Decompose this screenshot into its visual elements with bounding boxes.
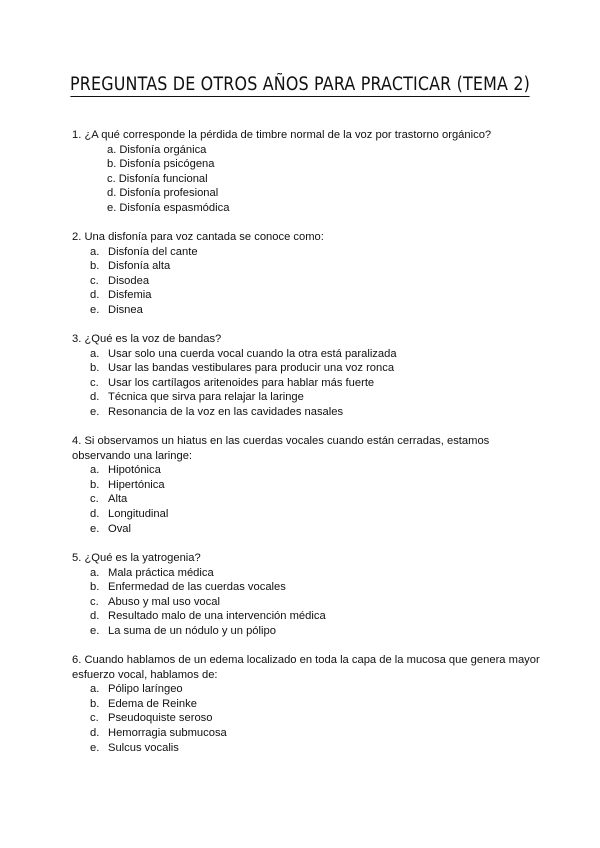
question-3-option-b bbox=[72, 361, 542, 376]
question-4-text: 4. Si observamos un hiatus en las cuerdas vocales cuando están cerradas, estamos observando una laringe: bbox=[72, 435, 493, 462]
option-marker: d. bbox=[90, 610, 100, 623]
option-text: Edema de Reinke bbox=[108, 697, 197, 710]
option-marker: b. bbox=[107, 158, 117, 171]
option-marker: d. bbox=[90, 391, 100, 404]
question-1-text: 1. ¿A qué corresponde la pérdida de timbre normal de la voz por trastorno orgánico? bbox=[72, 129, 492, 141]
question-6-option-b bbox=[72, 697, 542, 712]
option-text: Hipotónica bbox=[108, 464, 161, 477]
option-marker: b. bbox=[90, 260, 100, 273]
question-4-option-c bbox=[72, 492, 542, 507]
option-text: Disfonía profesional bbox=[119, 187, 219, 200]
question-4-option-b bbox=[72, 478, 542, 493]
option-text: Abuso y mal uso vocal bbox=[108, 595, 220, 608]
question-1 bbox=[72, 128, 542, 216]
question-1-option-c bbox=[72, 172, 542, 187]
option-marker: a. bbox=[90, 683, 100, 696]
option-text: Usar solo una cuerda vocal cuando la otra está paralizada bbox=[108, 347, 397, 360]
option-text: Hipertónica bbox=[108, 478, 165, 491]
option-marker: a. bbox=[90, 566, 100, 579]
option-marker: e. bbox=[90, 405, 100, 418]
question-1-option-a bbox=[72, 143, 542, 158]
option-text: Longitudinal bbox=[108, 507, 169, 520]
option-marker: e. bbox=[107, 201, 117, 214]
option-marker: b. bbox=[90, 581, 100, 594]
question-2-option-d bbox=[72, 288, 542, 303]
option-marker: c. bbox=[90, 595, 99, 608]
question-6 bbox=[72, 653, 542, 755]
question-2-option-c bbox=[72, 274, 542, 289]
question-2-option-e bbox=[72, 303, 542, 318]
question-1-option-e bbox=[72, 201, 542, 216]
option-marker: c. bbox=[90, 493, 99, 506]
question-3-option-d bbox=[72, 390, 542, 405]
question-5-options bbox=[72, 566, 542, 639]
page-title bbox=[42, 74, 558, 95]
option-text: Hemorragia submucosa bbox=[108, 726, 227, 739]
question-6-option-e bbox=[72, 741, 542, 756]
option-text: Disfonía espasmódica bbox=[119, 201, 230, 214]
question-6-option-d bbox=[72, 726, 542, 741]
question-5-option-e bbox=[72, 624, 542, 639]
option-marker: d. bbox=[107, 187, 117, 200]
option-text: Alta bbox=[108, 493, 128, 506]
option-marker: d. bbox=[90, 289, 100, 302]
option-text: Disfonía del cante bbox=[108, 245, 198, 258]
option-text: Usar las bandas vestibulares para producir una voz ronca bbox=[108, 362, 395, 375]
question-3-options bbox=[72, 347, 542, 420]
question-5-option-d bbox=[72, 609, 542, 624]
option-marker: a. bbox=[90, 245, 100, 258]
option-marker: e. bbox=[90, 303, 100, 316]
option-marker: e. bbox=[90, 741, 100, 754]
question-1-option-d bbox=[72, 186, 542, 201]
question-5-text: 5. ¿Qué es la yatrogenia? bbox=[72, 552, 201, 564]
question-1-options bbox=[72, 143, 542, 216]
option-marker: b. bbox=[90, 478, 100, 491]
option-text: Disfonía alta bbox=[108, 260, 171, 273]
question-1-option-b bbox=[72, 157, 542, 172]
question-6-option-c bbox=[72, 711, 542, 726]
option-text: Resonancia de la voz en las cavidades nasales bbox=[108, 405, 344, 418]
option-marker: a. bbox=[90, 464, 100, 477]
option-marker: a. bbox=[107, 143, 117, 156]
question-6-option-a bbox=[72, 682, 542, 697]
question-2-text: 2. Una disfonía para voz cantada se conoce como: bbox=[72, 231, 324, 243]
question-3-option-e bbox=[72, 405, 542, 420]
option-marker: c. bbox=[107, 172, 116, 185]
option-marker: c. bbox=[90, 712, 99, 725]
option-text: Disnea bbox=[108, 303, 143, 316]
option-marker: b. bbox=[90, 362, 100, 375]
question-4-options bbox=[72, 463, 542, 536]
question-3-option-c bbox=[72, 376, 542, 391]
option-marker: c. bbox=[90, 376, 99, 389]
question-6-text: 6. Cuando hablamos de un edema localizado en toda la capa de la mucosa que genera mayor esfuerzo vocal, hablamos de: bbox=[72, 654, 543, 681]
question-2 bbox=[72, 230, 542, 318]
question-3 bbox=[72, 332, 542, 420]
option-text: Pólipo laríngeo bbox=[108, 683, 183, 696]
question-2-option-a bbox=[72, 245, 542, 260]
option-marker: d. bbox=[90, 507, 100, 520]
option-text: Disfemia bbox=[108, 289, 152, 302]
option-text: La suma de un nódulo y un pólipo bbox=[108, 624, 276, 637]
page-title-text: PREGUNTAS DE OTROS AÑOS PARA PRACTICAR (TEMA 2) bbox=[69, 74, 530, 95]
option-marker: a. bbox=[90, 347, 100, 360]
question-5 bbox=[72, 551, 542, 639]
option-text: Oval bbox=[108, 522, 132, 535]
question-6-options bbox=[72, 682, 542, 755]
option-marker: e. bbox=[90, 522, 100, 535]
option-marker: e. bbox=[90, 624, 100, 637]
question-4-option-a bbox=[72, 463, 542, 478]
question-5-option-c bbox=[72, 595, 542, 610]
option-text: Disfonía psicógena bbox=[119, 158, 215, 171]
option-text: Técnica que sirva para relajar la laringe bbox=[108, 391, 304, 404]
question-5-option-b bbox=[72, 580, 542, 595]
question-2-option-b bbox=[72, 259, 542, 274]
option-marker: d. bbox=[90, 726, 100, 739]
option-marker: c. bbox=[90, 274, 99, 287]
option-marker: b. bbox=[90, 697, 100, 710]
option-text: Usar los cartílagos aritenoides para hablar más fuerte bbox=[108, 376, 375, 389]
option-text: Pseudoquiste seroso bbox=[108, 712, 213, 725]
option-text: Disfonía funcional bbox=[118, 172, 208, 185]
option-text: Disfonía orgánica bbox=[119, 143, 207, 156]
question-4-option-d bbox=[72, 507, 542, 522]
question-2-options bbox=[72, 245, 542, 318]
question-3-text: 3. ¿Qué es la voz de bandas? bbox=[72, 333, 222, 345]
option-text: Mala práctica médica bbox=[108, 566, 214, 579]
option-text: Sulcus vocalis bbox=[108, 741, 179, 754]
question-5-option-a bbox=[72, 566, 542, 581]
question-3-option-a bbox=[72, 347, 542, 362]
option-text: Resultado malo de una intervención médica bbox=[108, 610, 326, 623]
question-4 bbox=[72, 434, 542, 536]
question-4-option-e bbox=[72, 522, 542, 537]
option-text: Enfermedad de las cuerdas vocales bbox=[108, 581, 286, 594]
option-text: Disodea bbox=[108, 274, 150, 287]
